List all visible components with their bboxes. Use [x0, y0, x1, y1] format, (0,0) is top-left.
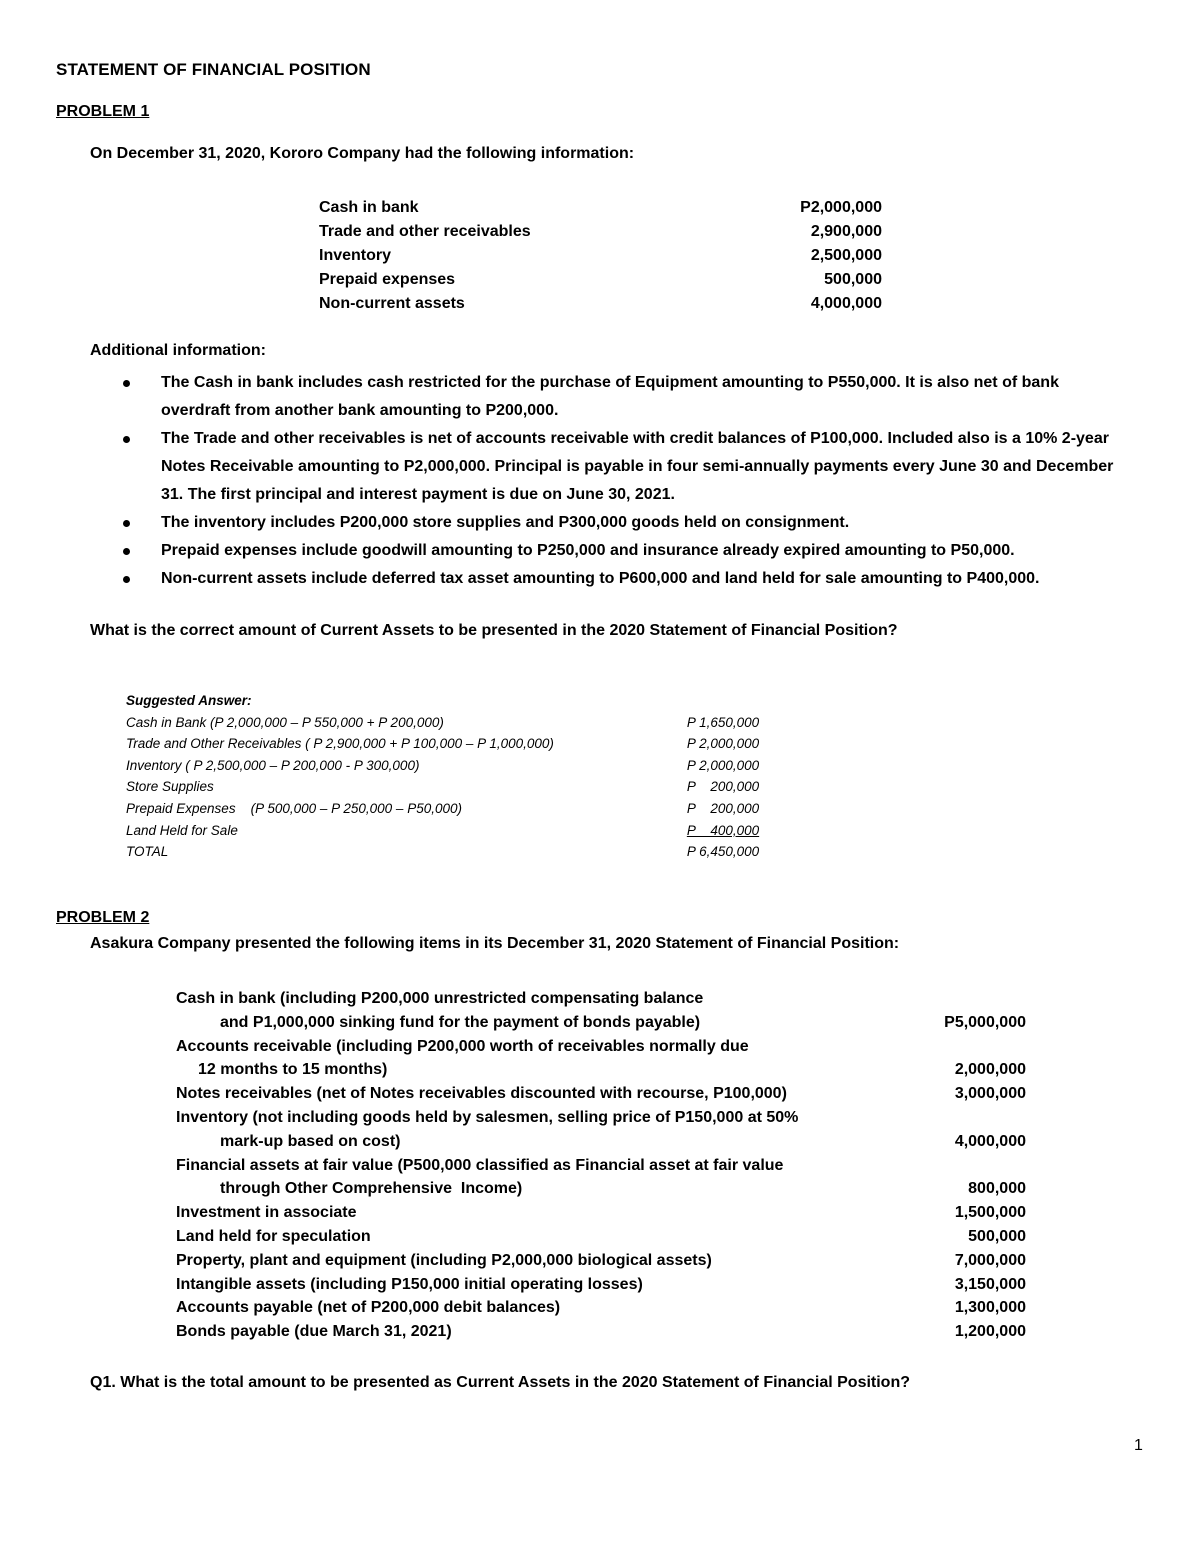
table-row: [126, 841, 776, 863]
bullet-icon: [123, 576, 130, 583]
table-row: [176, 1296, 1026, 1320]
item-label: Cash in bank: [319, 199, 419, 216]
table-row: [319, 292, 882, 316]
item-label: Prepaid expenses: [319, 271, 456, 288]
table-row: [319, 196, 882, 220]
additional-info-list: [90, 369, 1130, 593]
additional-info-heading: Additional information:: [90, 342, 266, 359]
problem-1-question: What is the correct amount of Current Assets to be presented in the 2020 Statement of Financial Position?: [90, 622, 898, 639]
item-label: Trade and other receivables: [319, 223, 531, 240]
problem-1-balances-table: [319, 196, 882, 316]
table-row: [176, 1225, 1026, 1249]
table-row: [176, 1082, 1026, 1106]
item-amount: 4,000,000: [954, 1132, 1026, 1150]
item-amount: 1,500,000: [954, 1204, 1026, 1222]
item-amount: 4,000,000: [810, 295, 882, 312]
table-row: [176, 1320, 1026, 1344]
table-row: [176, 1273, 1026, 1297]
item-label-continued: through Other Comprehensive Income): [220, 1180, 523, 1198]
table-row: [126, 755, 776, 777]
item-label: Intangible assets (including P150,000 initial operating losses): [176, 1275, 643, 1293]
item-label-group: [176, 1154, 783, 1202]
problem-1-label: PROBLEM 1: [56, 103, 150, 120]
item-amount: 1,200,000: [954, 1323, 1026, 1341]
list-item: [90, 565, 1130, 593]
item-label: Notes receivables (net of Notes receivables discounted with recourse, P100,000): [176, 1085, 787, 1103]
answer-amount: P 200,000: [686, 800, 760, 816]
answer-label: Trade and Other Receivables ( P 2,900,000 + P 100,000 – P 1,000,000): [126, 736, 554, 752]
table-row: [176, 1249, 1026, 1273]
problem-1-intro: On December 31, 2020, Kororo Company had the following information:: [90, 145, 635, 162]
document-title: STATEMENT OF FINANCIAL POSITION: [56, 60, 371, 79]
item-amount: 2,500,000: [810, 247, 882, 264]
answer-label: TOTAL: [126, 844, 169, 860]
table-row: [319, 220, 882, 244]
list-item: [90, 369, 1130, 425]
list-item: [90, 537, 1130, 565]
suggested-answer-heading: Suggested Answer:: [126, 693, 252, 708]
table-row: [176, 1154, 1026, 1202]
item-amount: 1,300,000: [954, 1299, 1026, 1317]
answer-amount: P 2,000,000: [686, 736, 760, 752]
answer-amount: P 400,000: [686, 822, 760, 838]
item-amount: 3,150,000: [954, 1275, 1026, 1293]
answer-amount: P 6,450,000: [686, 844, 760, 860]
table-row: [126, 776, 776, 798]
item-label: Investment in associate: [176, 1204, 357, 1222]
item-label: Financial assets at fair value (P500,000 classified as Financial asset at fair value: [176, 1156, 784, 1174]
list-item: [90, 425, 1130, 509]
table-row: [176, 1035, 1026, 1083]
answer-label: Cash in Bank (P 2,000,000 – P 550,000 + P 200,000): [126, 714, 444, 730]
table-row: [176, 1106, 1026, 1154]
table-row: [126, 820, 776, 842]
item-amount: 2,900,000: [810, 223, 882, 240]
bullet-text: Prepaid expenses include goodwill amounting to P250,000 and insurance already expired amounting to P50,000.: [161, 542, 1015, 559]
page-number: 1: [1134, 1437, 1143, 1454]
problem-2-items-table: [176, 987, 1026, 1344]
table-row: [319, 244, 882, 268]
bullet-text: The Cash in bank includes cash restricted for the purchase of Equipment amounting to P550,000. It is also net of bank overdraft from another bank amounting to P200,000.: [161, 374, 1059, 419]
item-label: Property, plant and equipment (including P2,000,000 biological assets): [176, 1251, 712, 1269]
item-amount: P2,000,000: [800, 199, 882, 216]
bullet-icon: [123, 548, 130, 555]
table-row: [126, 733, 776, 755]
item-label-group: [176, 1106, 798, 1154]
item-label: Cash in bank (including P200,000 unrestricted compensating balance: [176, 990, 704, 1007]
answer-label: Inventory ( P 2,500,000 – P 200,000 - P 300,000): [126, 757, 420, 773]
item-label: Accounts receivable (including P200,000 worth of receivables normally due: [176, 1037, 749, 1055]
answer-label: Store Supplies: [126, 779, 214, 795]
bullet-text: The inventory includes P200,000 store supplies and P300,000 goods held on consignment.: [161, 514, 850, 531]
item-label-continued: 12 months to 15 months): [198, 1061, 388, 1079]
suggested-answer: [126, 690, 776, 863]
table-row: [126, 712, 776, 734]
bullet-icon: [123, 436, 130, 443]
problem-2-label: PROBLEM 2: [56, 909, 150, 926]
list-item: [90, 509, 1130, 537]
item-label-continued: and P1,000,000 sinking fund for the payment of bonds payable): [220, 1013, 701, 1031]
bullet-icon: [123, 520, 130, 527]
item-label-group: [176, 1035, 749, 1083]
item-label: Accounts payable (net of P200,000 debit balances): [176, 1299, 561, 1317]
item-amount: 3,000,000: [954, 1085, 1026, 1103]
table-row: [176, 987, 1026, 1035]
item-amount: 800,000: [968, 1180, 1026, 1198]
item-amount: 500,000: [824, 271, 882, 288]
item-amount: P5,000,000: [944, 1013, 1026, 1031]
item-label: Bonds payable (due March 31, 2021): [176, 1323, 452, 1341]
bullet-text: Non-current assets include deferred tax asset amounting to P600,000 and land held for sale amounting to P400,000.: [161, 570, 1040, 587]
item-amount: 7,000,000: [954, 1251, 1026, 1269]
item-label-group: [176, 987, 703, 1035]
answer-label: Land Held for Sale: [126, 822, 238, 838]
item-label: Inventory (not including goods held by salesmen, selling price of P150,000 at 50%: [176, 1108, 799, 1126]
item-label-continued: mark-up based on cost): [220, 1132, 401, 1150]
answer-amount: P 200,000: [686, 779, 760, 795]
item-amount: 500,000: [968, 1227, 1026, 1245]
item-amount: 2,000,000: [954, 1061, 1026, 1079]
table-row: [176, 1201, 1026, 1225]
bullet-icon: [123, 380, 130, 387]
answer-amount: P 2,000,000: [686, 757, 760, 773]
bullet-text: The Trade and other receivables is net of accounts receivable with credit balances of P100,000. Included also is a 10% 2-year Notes Receivable amounting to P2,000,000. Principal is payable in four semi-annually payments every June 30 and December 31. The first principal and interest payment is due on June 30, 2021.: [161, 430, 1114, 503]
item-label: Non-current assets: [319, 295, 465, 312]
answer-amount: P 1,650,000: [686, 714, 760, 730]
table-row: [319, 268, 882, 292]
problem-2-intro: Asakura Company presented the following items in its December 31, 2020 Statement of Financial Position:: [90, 935, 900, 952]
problem-2-question: Q1. What is the total amount to be presented as Current Assets in the 2020 Statement of Financial Position?: [90, 1374, 910, 1391]
table-row: [126, 798, 776, 820]
item-label: Inventory: [319, 247, 392, 264]
answer-label: Prepaid Expenses (P 500,000 – P 250,000 – P50,000): [126, 800, 462, 816]
item-label: Land held for speculation: [176, 1227, 371, 1245]
